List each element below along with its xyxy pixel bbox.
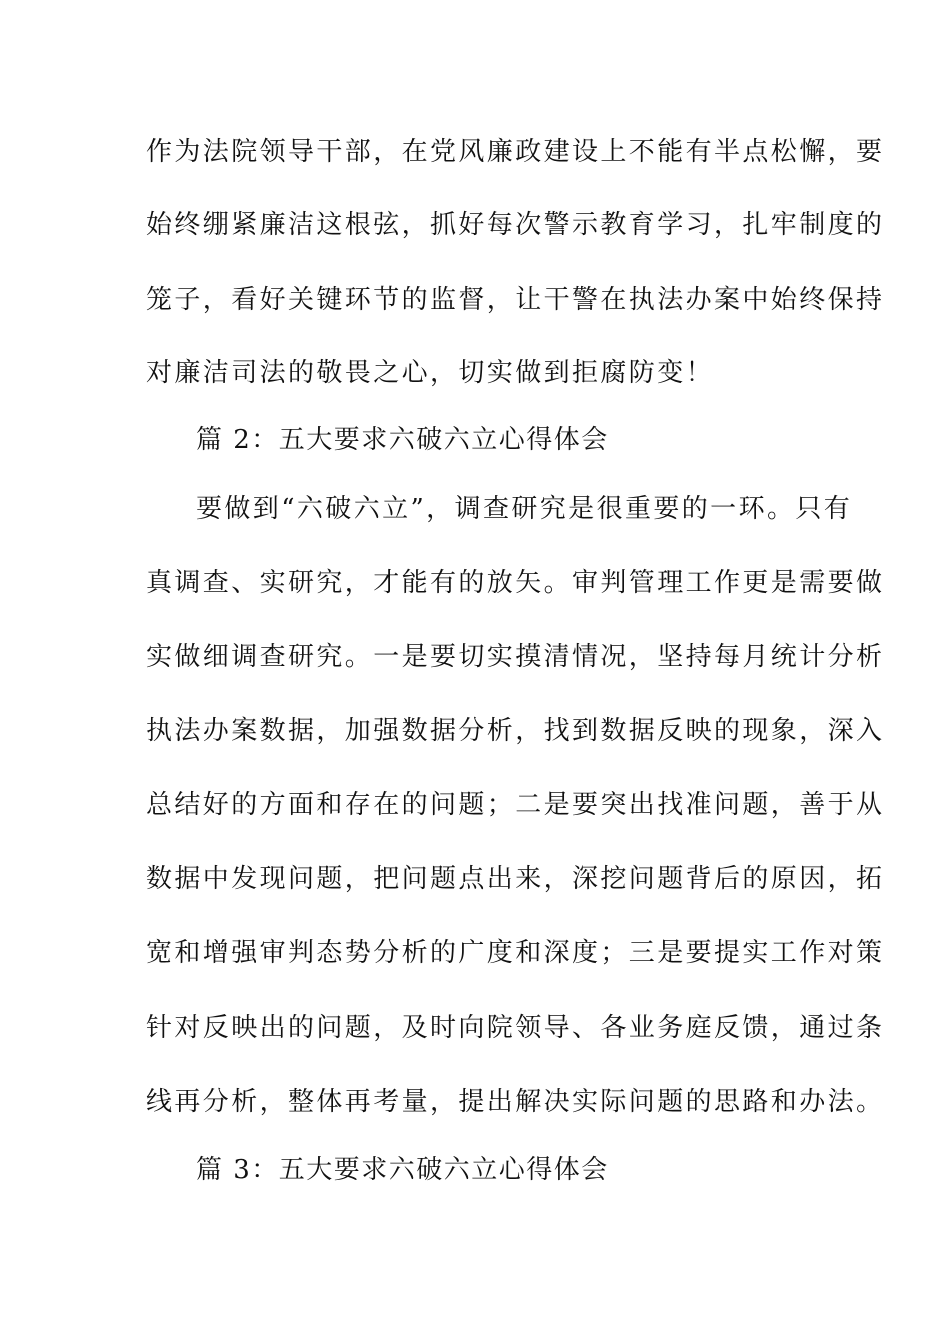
paragraph-1-line-3: 笼子，看好关键环节的监督，让干警在执法办案中始终保持 — [146, 285, 885, 315]
paragraph-2-line-3: 实做细调查研究。一是要切实摸清情况，坚持每月统计分析 — [146, 642, 885, 672]
paragraph-1-line-1: 作为法院领导干部，在党风廉政建设上不能有半点松懈，要 — [146, 137, 885, 167]
paragraph-2-line-6: 数据中发现问题，把问题点出来，深挖问题背后的原因，拓 — [146, 864, 885, 894]
paragraph-2-line-5: 总结好的方面和存在的问题；二是要突出找准问题，善于从 — [146, 790, 885, 820]
paragraph-2-line-1: 要做到“六破六立”，调查研究是很重要的一环。只有 — [196, 494, 853, 524]
paragraph-2-line-8: 针对反映出的问题，及时向院领导、各业务庭反馈，通过条 — [146, 1013, 885, 1043]
paragraph-2-line-7: 宽和增强审判态势分析的广度和深度；三是要提实工作对策 — [146, 938, 885, 968]
paragraph-2-line-9: 线再分析，整体再考量，提出解决实际问题的思路和办法。 — [146, 1087, 885, 1117]
paragraph-2-line-2: 真调查、实研究，才能有的放矢。审判管理工作更是需要做 — [146, 568, 885, 598]
paragraph-1-line-4: 对廉洁司法的敬畏之心，切实做到拒腐防变！ — [146, 358, 715, 388]
section-heading-2: 篇 2：五大要求六破六立心得体会 — [196, 425, 609, 455]
section-heading-3: 篇 3：五大要求六破六立心得体会 — [196, 1155, 609, 1185]
paragraph-1-line-2: 始终绷紧廉洁这根弦，抓好每次警示教育学习，扎牢制度的 — [146, 210, 885, 240]
paragraph-2-line-4: 执法办案数据，加强数据分析，找到数据反映的现象，深入 — [146, 716, 885, 746]
